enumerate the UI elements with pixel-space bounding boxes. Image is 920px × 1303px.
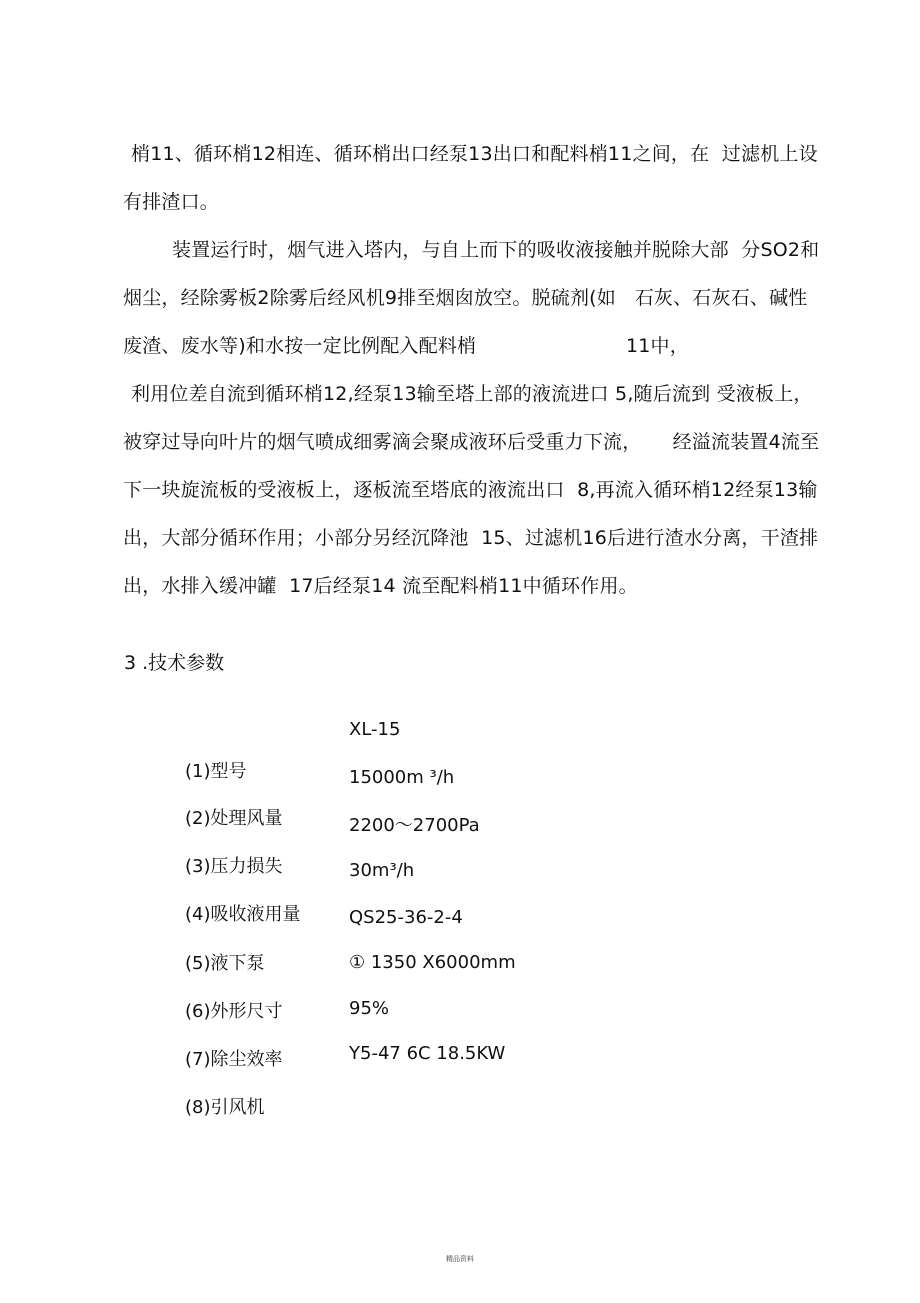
param-label-airflow: (2)处理风量 <box>185 808 283 829</box>
body-line-4: 烟尘，经除雾板2除雾后经风机9排至烟囱放空。脱硫剂(如 石灰、石灰石、碱性 <box>123 287 808 309</box>
param-value-model: XL-15 <box>349 719 401 740</box>
body-line-6: 利用位差自流到循环梢12,经泵13输至塔上部的液流进口 5,随后流到 受液板上， <box>131 383 813 405</box>
page-footer: 精品资料 <box>446 1255 474 1263</box>
body-line-2: 有排渣口。 <box>123 191 220 213</box>
param-value-size: ① 1350 X6000mm <box>349 952 516 973</box>
param-label-pressure: (3)压力损失 <box>185 856 283 877</box>
param-value-pressure: 2200～2700Pa <box>349 815 480 836</box>
param-label-efficiency: (7)除尘效率 <box>185 1049 283 1070</box>
body-line-8: 下一块旋流板的受液板上，逐板流至塔底的液流出口 8,再流入循环梢12经泵13输 <box>123 479 818 501</box>
body-line-5: 废渣、废水等)和水按一定比例配入配料梢 11中， <box>123 335 689 357</box>
body-line-3: 装置运行时，烟气进入塔内，与自上而下的吸收液接触并脱除大部 分SO2和 <box>172 239 820 261</box>
param-value-airflow: 15000m ³/h <box>349 767 455 788</box>
param-label-size: (6)外形尺寸 <box>185 1001 283 1022</box>
section-heading: 3 .技术参数 <box>124 652 225 674</box>
param-label-liquid: (4)吸收液用量 <box>185 904 301 925</box>
body-line-9: 出，大部分循环作用；小部分另经沉降池 15、过滤机16后进行渣水分离，干渣排 <box>123 527 819 549</box>
param-value-liquid: 30m³/h <box>349 860 415 881</box>
body-line-10: 出，水排入缓冲罐 17后经泵14 流至配料梢11中循环作用。 <box>123 575 638 597</box>
param-label-pump: (5)液下泵 <box>185 953 265 974</box>
body-line-7: 被穿过导向叶片的烟气喷成细雾滴会聚成液环后受重力下流， 经溢流装置4流至 <box>123 431 820 453</box>
body-line-1: 梢11、循环梢12相连、循环梢出口经泵13出口和配料梢11之间，在 过滤机上设 <box>131 143 818 165</box>
param-value-fan: Y5-47 6C 18.5KW <box>349 1043 506 1064</box>
param-value-efficiency: 95% <box>349 998 390 1019</box>
param-label-model: (1)型号 <box>185 761 247 782</box>
param-value-pump: QS25-36-2-4 <box>349 907 463 928</box>
param-label-fan: (8)引风机 <box>185 1097 265 1118</box>
